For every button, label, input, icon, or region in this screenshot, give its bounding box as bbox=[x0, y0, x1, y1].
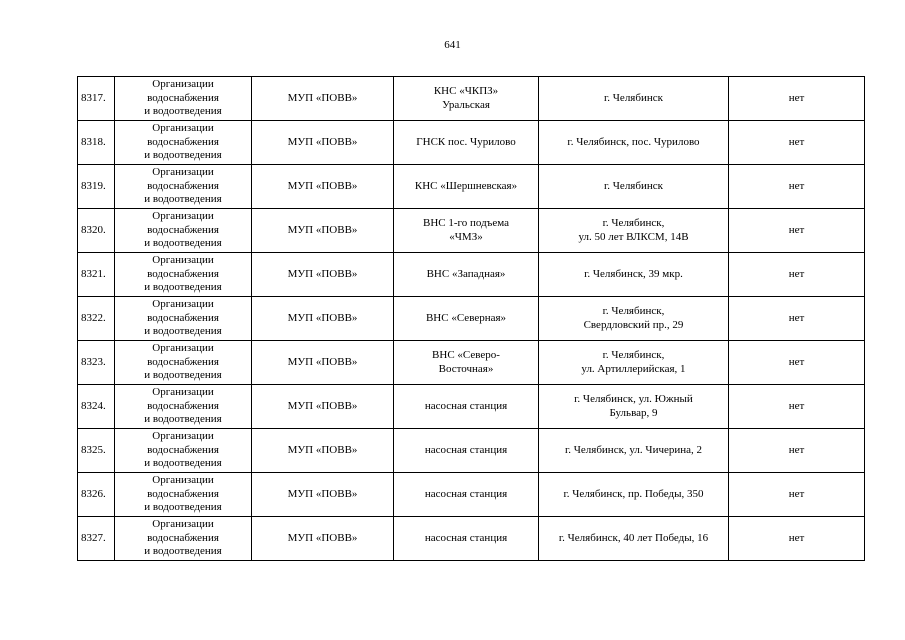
cell-flag bbox=[729, 517, 865, 561]
cell-number bbox=[78, 341, 115, 385]
cell-address bbox=[539, 165, 729, 209]
cell-organization-type bbox=[115, 209, 252, 253]
cell-text: МУП «ПОВВ» bbox=[287, 531, 358, 544]
cell-text: насосная станция bbox=[424, 399, 508, 412]
table-row bbox=[78, 209, 865, 253]
registry-table bbox=[77, 76, 865, 561]
cell-text: МУП «ПОВВ» bbox=[287, 179, 358, 192]
cell-address bbox=[539, 77, 729, 121]
table-row bbox=[78, 165, 865, 209]
cell-text: и водоотведения bbox=[144, 325, 222, 338]
cell-text: Организации bbox=[152, 342, 214, 355]
cell-organization bbox=[252, 253, 394, 297]
cell-number bbox=[78, 121, 115, 165]
cell-flag bbox=[729, 341, 865, 385]
cell-text: МУП «ПОВВ» bbox=[287, 267, 358, 280]
cell-flag bbox=[729, 209, 865, 253]
cell-text: г. Челябинск bbox=[604, 91, 663, 104]
cell-text: нет bbox=[788, 179, 805, 192]
cell-object bbox=[394, 209, 539, 253]
cell-organization-type bbox=[115, 473, 252, 517]
cell-text: и водоотведения bbox=[144, 545, 222, 558]
cell-text: МУП «ПОВВ» bbox=[287, 223, 358, 236]
cell-organization-type bbox=[115, 517, 252, 561]
cell-text: и водоотведения bbox=[144, 281, 222, 294]
cell-text: КНС «Шершневская» bbox=[414, 179, 518, 192]
cell-text: нет bbox=[788, 531, 805, 544]
cell-organization-type bbox=[115, 341, 252, 385]
cell-text: водоснабжения bbox=[147, 135, 219, 148]
cell-organization bbox=[252, 297, 394, 341]
table-row bbox=[78, 297, 865, 341]
cell-text: Организации bbox=[152, 386, 214, 399]
cell-text: Восточная» bbox=[438, 362, 494, 375]
cell-object bbox=[394, 473, 539, 517]
cell-organization bbox=[252, 121, 394, 165]
cell-text: Организации bbox=[152, 122, 214, 135]
cell-object bbox=[394, 341, 539, 385]
cell-text: ул. Артиллерийская, 1 bbox=[581, 362, 686, 375]
cell-text: Организации bbox=[152, 298, 214, 311]
cell-text: Свердловский пр., 29 bbox=[583, 318, 684, 331]
table-row bbox=[78, 385, 865, 429]
cell-address bbox=[539, 209, 729, 253]
cell-number bbox=[78, 385, 115, 429]
cell-number bbox=[78, 517, 115, 561]
cell-text: г. Челябинск, bbox=[602, 349, 665, 361]
cell-text: и водоотведения bbox=[144, 193, 222, 206]
cell-text: г. Челябинск, ул. Южный bbox=[574, 393, 693, 405]
cell-text: МУП «ПОВВ» bbox=[287, 487, 358, 500]
cell-flag bbox=[729, 385, 865, 429]
cell-organization bbox=[252, 165, 394, 209]
cell-text: 8318. bbox=[81, 135, 106, 148]
cell-address bbox=[539, 385, 729, 429]
cell-flag bbox=[729, 77, 865, 121]
cell-text: 8326. bbox=[81, 487, 106, 500]
cell-text: насосная станция bbox=[424, 487, 508, 500]
cell-text: г. Челябинск bbox=[604, 179, 663, 192]
cell-text: МУП «ПОВВ» bbox=[287, 355, 358, 368]
registry-table-body bbox=[78, 77, 865, 561]
cell-text: насосная станция bbox=[424, 531, 508, 544]
cell-text: ВНС «Западная» bbox=[426, 267, 506, 280]
cell-text: нет bbox=[788, 223, 805, 236]
cell-text: нет bbox=[788, 91, 805, 104]
cell-object bbox=[394, 385, 539, 429]
cell-organization-type bbox=[115, 297, 252, 341]
cell-text: МУП «ПОВВ» bbox=[287, 311, 358, 324]
cell-organization-type bbox=[115, 165, 252, 209]
cell-address bbox=[539, 121, 729, 165]
page-number: 641 bbox=[444, 39, 461, 51]
cell-text: нет bbox=[788, 135, 805, 148]
cell-flag bbox=[729, 253, 865, 297]
cell-text: МУП «ПОВВ» bbox=[287, 135, 358, 148]
cell-text: и водоотведения bbox=[144, 413, 222, 426]
cell-organization bbox=[252, 473, 394, 517]
cell-text: г. Челябинск, 40 лет Победы, 16 bbox=[558, 531, 709, 544]
table-row bbox=[78, 253, 865, 297]
cell-object bbox=[394, 297, 539, 341]
cell-address bbox=[539, 341, 729, 385]
cell-organization bbox=[252, 517, 394, 561]
cell-object bbox=[394, 77, 539, 121]
cell-text: и водоотведения bbox=[144, 369, 222, 382]
cell-address bbox=[539, 517, 729, 561]
cell-text: г. Челябинск, ул. Чичерина, 2 bbox=[564, 443, 703, 456]
table-row bbox=[78, 517, 865, 561]
cell-text: водоснабжения bbox=[147, 399, 219, 412]
cell-text: водоснабжения bbox=[147, 531, 219, 544]
cell-text: нет bbox=[788, 443, 805, 456]
table-row bbox=[78, 473, 865, 517]
cell-text: 8317. bbox=[81, 91, 106, 104]
cell-number bbox=[78, 77, 115, 121]
cell-text: и водоотведения bbox=[144, 105, 222, 118]
cell-text: Организации bbox=[152, 430, 214, 443]
cell-flag bbox=[729, 297, 865, 341]
cell-text: водоснабжения bbox=[147, 179, 219, 192]
cell-object bbox=[394, 517, 539, 561]
cell-text: МУП «ПОВВ» bbox=[287, 399, 358, 412]
cell-number bbox=[78, 473, 115, 517]
cell-object bbox=[394, 165, 539, 209]
cell-flag bbox=[729, 165, 865, 209]
cell-text: Уральская bbox=[442, 98, 490, 111]
cell-text: Организации bbox=[152, 474, 214, 487]
cell-organization bbox=[252, 341, 394, 385]
cell-text: нет bbox=[788, 487, 805, 500]
cell-text: 8322. bbox=[81, 311, 106, 324]
cell-organization bbox=[252, 209, 394, 253]
cell-address bbox=[539, 253, 729, 297]
cell-number bbox=[78, 209, 115, 253]
cell-text: водоснабжения bbox=[147, 223, 219, 236]
cell-organization-type bbox=[115, 385, 252, 429]
table-row bbox=[78, 77, 865, 121]
cell-flag bbox=[729, 121, 865, 165]
cell-number bbox=[78, 253, 115, 297]
cell-organization-type bbox=[115, 77, 252, 121]
cell-text: КНС «ЧКПЗ» bbox=[433, 85, 499, 97]
cell-number bbox=[78, 165, 115, 209]
cell-organization-type bbox=[115, 121, 252, 165]
cell-text: водоснабжения bbox=[147, 91, 219, 104]
cell-text: нет bbox=[788, 355, 805, 368]
cell-text: нет bbox=[788, 311, 805, 324]
cell-text: г. Челябинск, пр. Победы, 350 bbox=[563, 487, 704, 500]
cell-text: водоснабжения bbox=[147, 267, 219, 280]
cell-text: 8320. bbox=[81, 223, 106, 236]
cell-flag bbox=[729, 473, 865, 517]
cell-text: г. Челябинск, bbox=[602, 217, 665, 229]
cell-text: МУП «ПОВВ» bbox=[287, 91, 358, 104]
cell-text: ул. 50 лет ВЛКСМ, 14В bbox=[578, 230, 689, 243]
cell-address bbox=[539, 297, 729, 341]
cell-text: и водоотведения bbox=[144, 457, 222, 470]
cell-text: водоснабжения bbox=[147, 355, 219, 368]
cell-text: 8327. bbox=[81, 531, 106, 544]
cell-text: Организации bbox=[152, 518, 214, 531]
table-row bbox=[78, 341, 865, 385]
cell-text: водоснабжения bbox=[147, 443, 219, 456]
cell-text: МУП «ПОВВ» bbox=[287, 443, 358, 456]
cell-text: ВНС 1-го подъема bbox=[422, 217, 510, 229]
cell-text: нет bbox=[788, 267, 805, 280]
cell-text: водоснабжения bbox=[147, 311, 219, 324]
cell-text: 8324. bbox=[81, 399, 106, 412]
cell-text: 8319. bbox=[81, 179, 106, 192]
cell-text: г. Челябинск, пос. Чурилово bbox=[567, 135, 700, 148]
cell-number bbox=[78, 429, 115, 473]
cell-text: 8325. bbox=[81, 443, 106, 456]
cell-text: ГНСК пос. Чурилово bbox=[416, 135, 516, 148]
cell-text: г. Челябинск, bbox=[602, 305, 665, 317]
cell-object bbox=[394, 429, 539, 473]
cell-text: насосная станция bbox=[424, 443, 508, 456]
cell-text: нет bbox=[788, 399, 805, 412]
cell-text: 8323. bbox=[81, 355, 106, 368]
cell-address bbox=[539, 429, 729, 473]
cell-number bbox=[78, 297, 115, 341]
cell-text: водоснабжения bbox=[147, 487, 219, 500]
table-row bbox=[78, 429, 865, 473]
cell-text: и водоотведения bbox=[144, 149, 222, 162]
cell-organization bbox=[252, 385, 394, 429]
cell-text: Организации bbox=[152, 166, 214, 179]
cell-text: г. Челябинск, 39 мкр. bbox=[584, 267, 683, 280]
table-row bbox=[78, 121, 865, 165]
cell-text: 8321. bbox=[81, 267, 106, 280]
cell-text: Бульвар, 9 bbox=[609, 406, 658, 419]
cell-text: ВНС «Северо- bbox=[432, 349, 500, 361]
cell-object bbox=[394, 121, 539, 165]
cell-organization-type bbox=[115, 253, 252, 297]
cell-text: Организации bbox=[152, 254, 214, 267]
cell-text: ВНС «Северная» bbox=[425, 311, 507, 324]
cell-text: и водоотведения bbox=[144, 237, 222, 250]
cell-object bbox=[394, 253, 539, 297]
cell-text: Организации bbox=[152, 78, 214, 91]
cell-flag bbox=[729, 429, 865, 473]
cell-text: и водоотведения bbox=[144, 501, 222, 514]
cell-address bbox=[539, 473, 729, 517]
cell-organization-type bbox=[115, 429, 252, 473]
cell-organization bbox=[252, 77, 394, 121]
cell-text: Организации bbox=[152, 210, 214, 223]
cell-text: «ЧМЗ» bbox=[449, 230, 483, 243]
cell-organization bbox=[252, 429, 394, 473]
